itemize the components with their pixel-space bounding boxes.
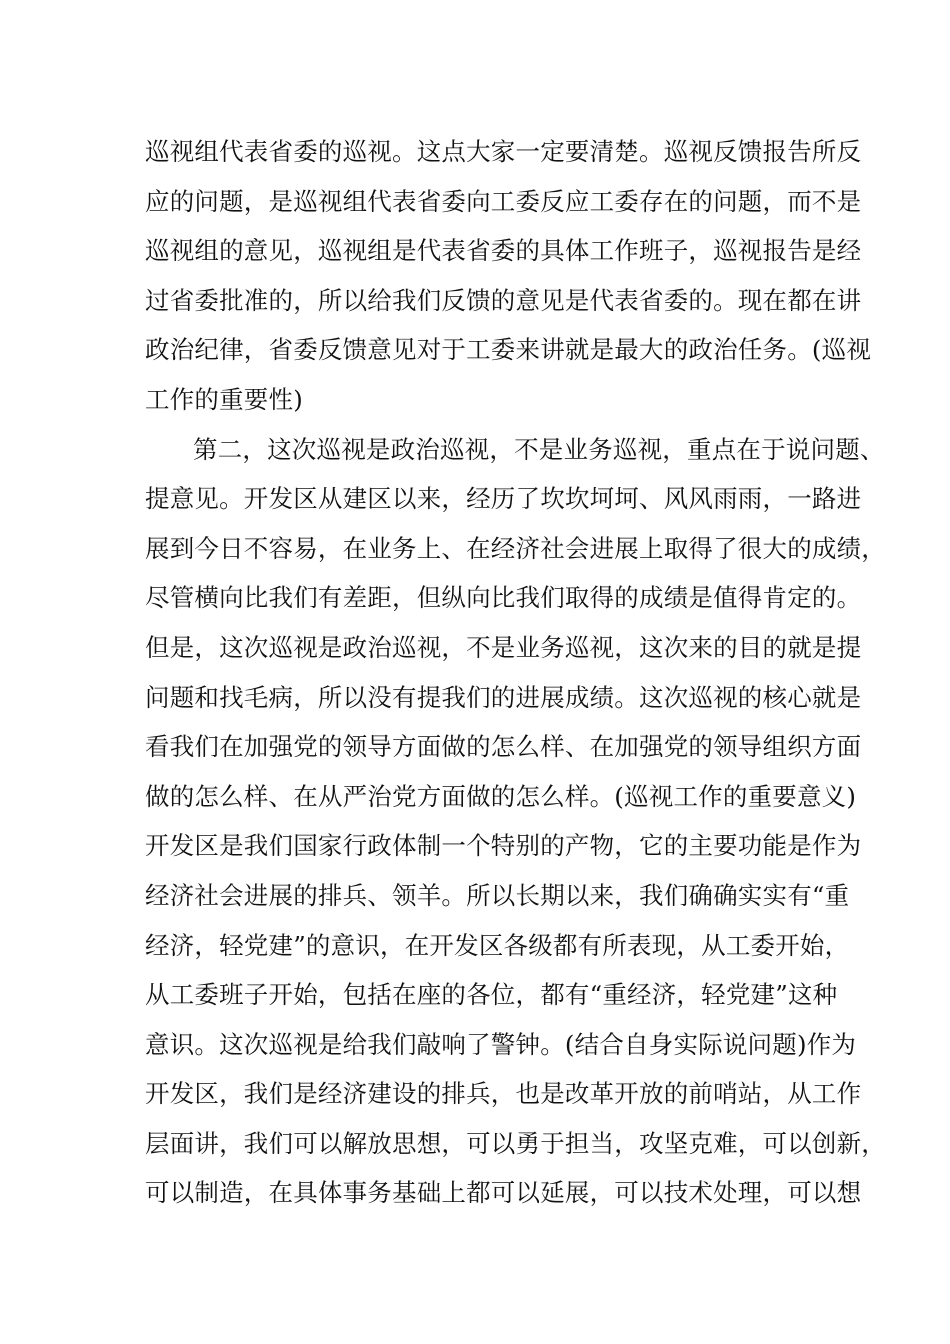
text-line: 提意见。开发区从建区以来，经历了坎坎坷坷、风风雨雨，一路进 — [145, 484, 862, 514]
text-line: 政治纪律，省委反馈意见对于工委来讲就是最大的政治任务。(巡视 — [145, 335, 872, 365]
text-line: 开发区是我们国家行政体制一个特别的产物，它的主要功能是作为 — [145, 831, 862, 861]
text-line: 工作的重要性) — [145, 384, 303, 414]
text-line: 从工委班子开始，包括在座的各位，都有“重经济，轻党建”这种 — [145, 980, 838, 1010]
document-body — [145, 127, 886, 1218]
paragraph-first-line: 第二，这次巡视是政治巡视，不是业务巡视，重点在于说问题、 — [193, 434, 885, 464]
text-line: 看我们在加强党的领导方面做的怎么样、在加强党的领导组织方面 — [145, 732, 862, 762]
text-line: 开发区，我们是经济建设的排兵，也是改革开放的前哨站，从工作 — [145, 1079, 862, 1109]
text-line: 可以制造，在具体事务基础上都可以延展，可以技术处理，可以想 — [145, 1178, 862, 1208]
text-line: 问题和找毛病，所以没有提我们的进展成绩。这次巡视的核心就是 — [145, 682, 862, 712]
text-line: 经济社会进展的排兵、领羊。所以长期以来，我们确确实实有“重 — [145, 880, 850, 910]
text-line: 层面讲，我们可以解放思想，可以勇于担当，攻坚克难，可以创新， — [145, 1128, 886, 1158]
text-line: 展到今日不容易，在业务上、在经济社会进展上取得了很大的成绩， — [145, 533, 886, 563]
text-line: 应的问题，是巡视组代表省委向工委反应工委存在的问题，而不是 — [145, 186, 862, 216]
text-line: 经济，轻党建”的意识，在开发区各级都有所表现，从工委开始， — [145, 930, 850, 960]
text-line: 巡视组代表省委的巡视。这点大家一定要清楚。巡视反馈报告所反 — [145, 137, 862, 166]
text-line: 意识。这次巡视是给我们敲响了警钟。(结合自身实际说问题)作为 — [145, 1029, 857, 1059]
text-line: 巡视组的意见，巡视组是代表省委的具体工作班子，巡视报告是经 — [145, 236, 862, 266]
text-line: 过省委批准的，所以给我们反馈的意见是代表省委的。现在都在讲 — [145, 285, 862, 315]
text-line: 但是，这次巡视是政治巡视，不是业务巡视，这次来的目的就是提 — [145, 632, 862, 662]
text-line: 做的怎么样、在从严治党方面做的怎么样。(巡视工作的重要意义) — [145, 781, 857, 811]
text-line: 尽管横向比我们有差距，但纵向比我们取得的成绩是值得肯定的。 — [145, 583, 862, 613]
